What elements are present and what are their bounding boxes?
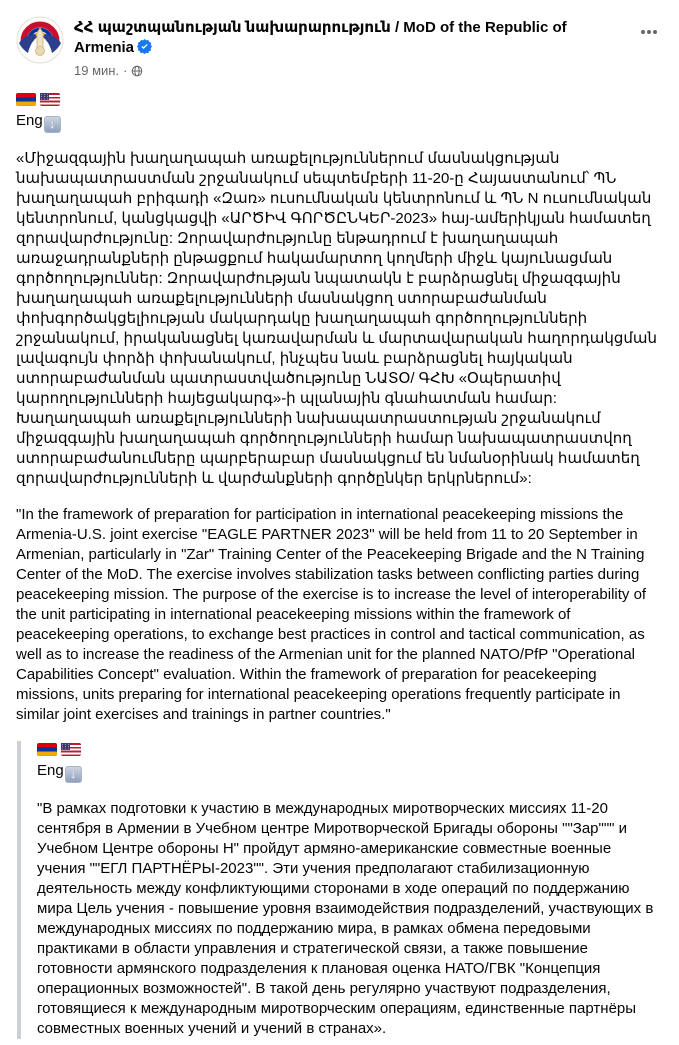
page-name-link[interactable] — [74, 18, 574, 60]
quoted-translation-block — [17, 741, 663, 1039]
quote-flags-row — [37, 741, 663, 761]
flags-row — [16, 91, 663, 111]
eng-row — [16, 111, 663, 133]
avatar[interactable] — [16, 16, 64, 64]
eng-label: Eng — [16, 112, 43, 129]
down-arrow-icon: ↓ — [44, 116, 61, 133]
mod-armenia-emblem-icon — [16, 16, 64, 64]
quote-eng-row — [37, 761, 663, 783]
armenia-flag-icon — [37, 743, 57, 756]
post-text-english: "In the framework of preparation for participation in international peacekeeping missions the Armenia-U.S. joint exercise "EAGLE PARTNER 2023" will be held from 11 to 20 September in Armenian, particularly in "Zar" Training Center of the Peacekeeping Brigade and the N Training Center of the MoD. The exercise involves stabilization tasks between conflicting parties during peacekeeping mission. The purpose of the exercise is to increase the level of interoperability of the unit participating in international peacekeeping missions within the framework of peacekeeping operations, to exchange best practices in control and tactical communication, as well as to increase the readiness of the Armenian unit for the planned NATO/PfP "Operational Capabilities Concept" evaluation. Within the framework of preparation for peacekeeping missions, units preparing for international peacekeeping operations frequently participate in similar joint exercises and trainings in partner countries." — [16, 506, 647, 723]
ellipsis-icon — [639, 22, 659, 42]
post-meta — [74, 63, 635, 79]
usa-flag-icon — [61, 743, 81, 756]
meta-separator: · — [123, 63, 128, 78]
down-arrow-icon: ↓ — [65, 766, 82, 783]
globe-icon — [131, 65, 143, 77]
timestamp[interactable]: 19 мин. — [74, 63, 120, 78]
page-name-text: ՀՀ պաշտպանության նախարարություն / MoD of the Republic of Armenia — [74, 19, 567, 56]
header-text — [74, 16, 635, 79]
post-text-armenian: «Միջազգային խաղաղապահ առաքելություններում մասնակցության նախապատրաստման շրջանակում սեպտեմբերի 11-20-ը Հայաստանում՝ ՊՆ խաղաղապահ բրիգադի «Զառ» ուսումնական կենտրոնում և ՊՆ N ուսումնական կենտրոնում, կանցկացվի «ԱՐԾԻՎ ԳՈՐԾԸՆԿԵՐ-2023» հայ-ամերիկյան համատեղ զորավարժությունը: Զորավարժությունը ենթադրում է խաղաղապահ առաջադրանքների ընթացքում հակամարտող կողմերի միջև կայունացման գործողություններ: Զորավարժության նպատակն է բարձրացնել միջազգային խաղաղապահ առաքելությունների մասնակցող ստորաբաժանման փոխգործակցելիության մակարդակը խաղաղապահ գործողությունների շրջանակում, իրականացնել կառավարման և մարտավարական հաղորդակցման լավագույն փորձի փոխանակում, ինչպես նաև բարձրացնել հայկական ստորաբաժանման պատրաստվածությունը ՆԱՏՕ/ ԳՀԽ «Օպերատիվ կարողությունների հայեցակարգ»-ի պլանային գնահատման համար: Խաղաղապահ առաքելությունների նախապատրաստության շրջանակում միջազգային խաղաղապահ գործողությունների համար նախապատրաստվող ստորաբաժանումները պարբերաբար մասնակցում են նմանօրինակ համատեղ զորավարժությունների և վարժանքների գործընկեր երկրներում»: — [16, 150, 658, 487]
quote-eng-label: Eng — [37, 762, 64, 779]
post-text-russian: "В рамках подготовки к участию в международных миротворческих миссиях 11-20 сентября в Армении в Учебном центре Миротворческой Бригады обороны ""Зар""" и Учебном Центре обороны Н" пройдут армяно-американские совместные военные учения ""ЕГЛ ПАРТНЁРЫ-2023"". Эти учения предполагают стабилизационную деятельность между конфликтующими сторонами в ходе операций по поддержанию мира Цель учения - повышение уровня взаимодействия подразделений, участвующих в международных миссиях по поддержанию мира, в рамках обмена передовыми практиками в области управления и стратегической связи, а также повышение готовности армянского подразделения к плановая оценка НАТО/ГВК "Концепция операционных возможностей". В такой день регулярно участвуют подразделения, готовящиеся к международным миротворческим операциям, единственные партнёры совместных военных учений и учений в странах». — [37, 800, 654, 1037]
usa-flag-icon — [40, 93, 60, 106]
verified-badge-icon — [137, 39, 152, 60]
armenia-flag-icon — [16, 93, 36, 106]
quote-language-header — [37, 741, 663, 783]
post-body — [0, 79, 679, 1039]
more-options-button[interactable] — [635, 16, 663, 48]
post-header — [0, 14, 679, 79]
language-header — [16, 91, 663, 133]
